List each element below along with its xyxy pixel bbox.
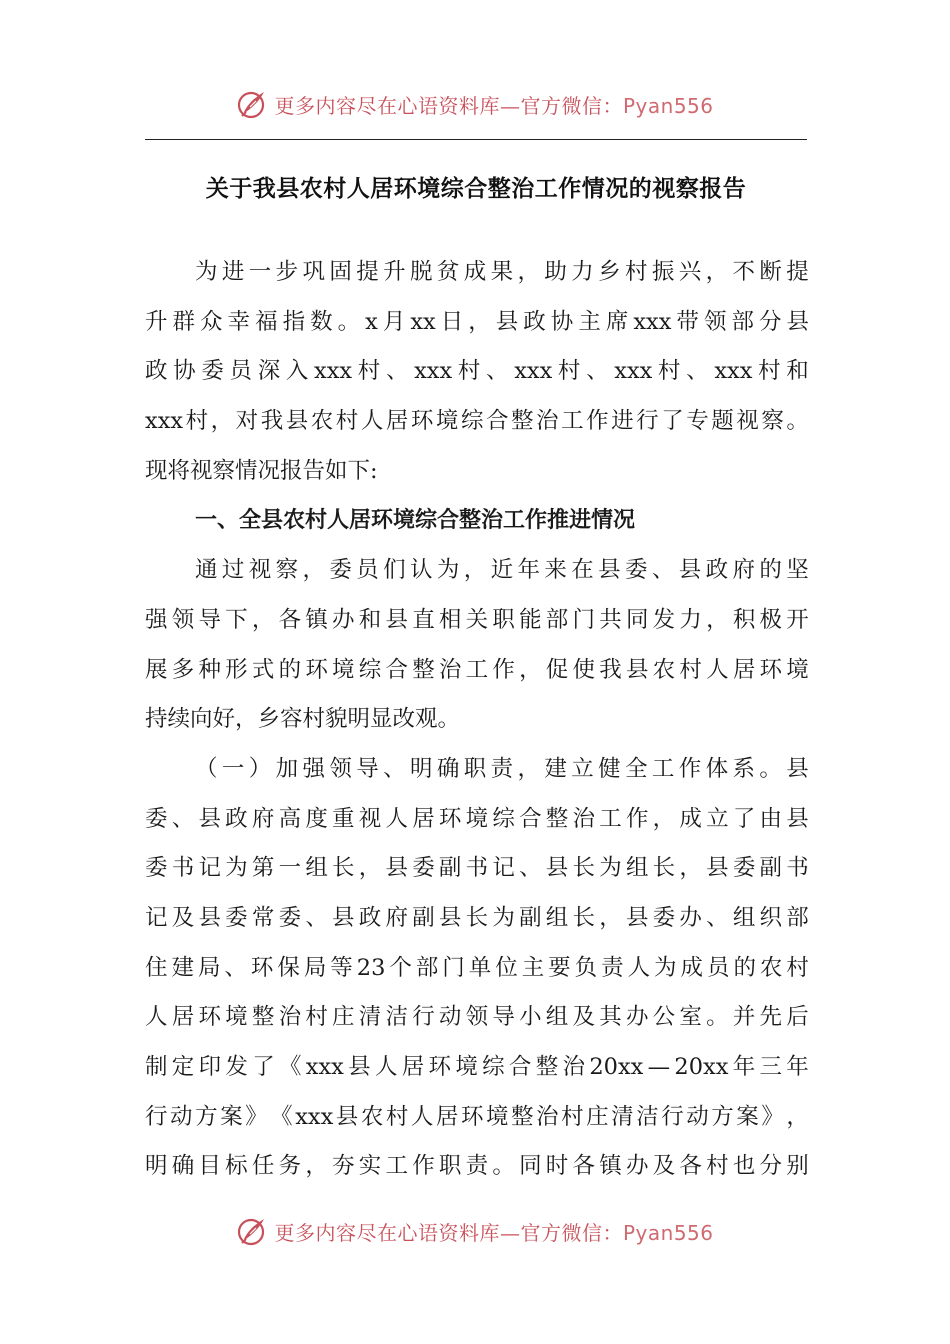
document-body xyxy=(145,248,809,1192)
text-line: 委 、 县 政 府 高 度 重 视 人 居 环 境 综 合 整 治 工 作 ， 成 立 了 由 县 xyxy=(145,805,809,832)
text-line: 人 居 环 境 整 治 村 庄 清 洁 行 动 领 导 小 组 及 其 办 公 室 。 并 先 后 xyxy=(145,1004,809,1031)
text-line: 通 过 视 察 ， 委 员 们 认 为 ， 近 年 来 在 县 委 、 县 政 府 的 坚 xyxy=(195,557,809,584)
text-line: 住 建 局 、 环 保 局 等 23 个 部 门 单 位 主 要 负 责 人 为 成 员 的 农 村 xyxy=(145,954,809,981)
watermark-library-name: 更多内容尽在心语资料库 xyxy=(274,1220,500,1245)
watermark-handle: Pyan556 xyxy=(622,1220,714,1245)
text-line: 升 群 众 幸 福 指 数 。 x 月 xx 日 ， 县 政 协 主 席 xxx 带 领 部 分 县 xyxy=(145,308,809,335)
watermark-footer xyxy=(0,1211,950,1251)
text-line: 记 及 县 委 常 委 、 县 政 府 副 县 长 为 副 组 长 ， 县 委 办 、 组 织 部 xyxy=(145,904,809,931)
watermark-header xyxy=(0,84,950,124)
quill-logo-icon xyxy=(236,1215,268,1247)
document-title: 关于我县农村人居环境综合整治工作情况的视察报告 xyxy=(205,175,747,202)
text-line: 为 进 一 步 巩 固 提 升 脱 贫 成 果 ， 助 力 乡 村 振 兴 ， 不 断 提 xyxy=(195,259,809,285)
watermark-dash: — xyxy=(499,93,521,118)
quill-logo-icon xyxy=(236,88,268,120)
section-heading: 一、全县农村人居环境综合整治工作推进情况 xyxy=(195,508,636,534)
text-line: 展 多 种 形 式 的 环 境 综 合 整 治 工 作 ， 促 使 我 县 农 村 人 居 环 境 xyxy=(145,656,809,683)
text-line: 政 协 委 员 深 入 xxx 村 、 xxx 村 、 xxx 村 、 xxx 村 、 xxx 村 和 xyxy=(145,358,809,385)
header-divider xyxy=(145,139,807,140)
text-line: 制 定 印 发 了 《 xxx 县 人 居 环 境 综 合 整 治 20xx — 20xx 年 三 年 xyxy=(145,1054,809,1080)
watermark-handle: Pyan556 xyxy=(622,93,714,118)
watermark-library-name: 更多内容尽在心语资料库 xyxy=(274,93,500,118)
text-line: 行 动 方 案 》 《 xxx 县 农 村 人 居 环 境 整 治 村 庄 清 洁 行 动 方 案 》 ， xyxy=(145,1103,809,1130)
watermark-dash: — xyxy=(499,1220,521,1245)
text-line: xxx 村 ， 对 我 县 农 村 人 居 环 境 综 合 整 治 工 作 进 行 了 专 题 视 察 。 xyxy=(145,408,809,435)
text-line: 强 领 导 下 ， 各 镇 办 和 县 直 相 关 职 能 部 门 共 同 发 力 ， 积 极 开 xyxy=(145,606,809,633)
watermark-wechat-label: 官方微信： xyxy=(520,1220,623,1245)
text-line: 持续向好，乡容村貌明显改观。 xyxy=(145,706,461,733)
text-line: 明 确 目 标 任 务 ， 夯 实 工 作 职 责 。 同 时 各 镇 办 及 各 村 也 分 别 xyxy=(145,1153,809,1180)
text-line: （ 一 ） 加 强 领 导 、 明 确 职 责 ， 建 立 健 全 工 作 体 系 。 县 xyxy=(195,755,809,782)
text-line: 委 书 记 为 第 一 组 长 ， 县 委 副 书 记 、 县 长 为 组 长 ， 县 委 副 书 xyxy=(145,855,809,882)
watermark-text xyxy=(274,90,713,119)
watermark-wechat-label: 官方微信： xyxy=(520,93,623,118)
text-line: 现将视察情况报告如下: xyxy=(145,457,378,484)
watermark-text xyxy=(274,1217,713,1246)
